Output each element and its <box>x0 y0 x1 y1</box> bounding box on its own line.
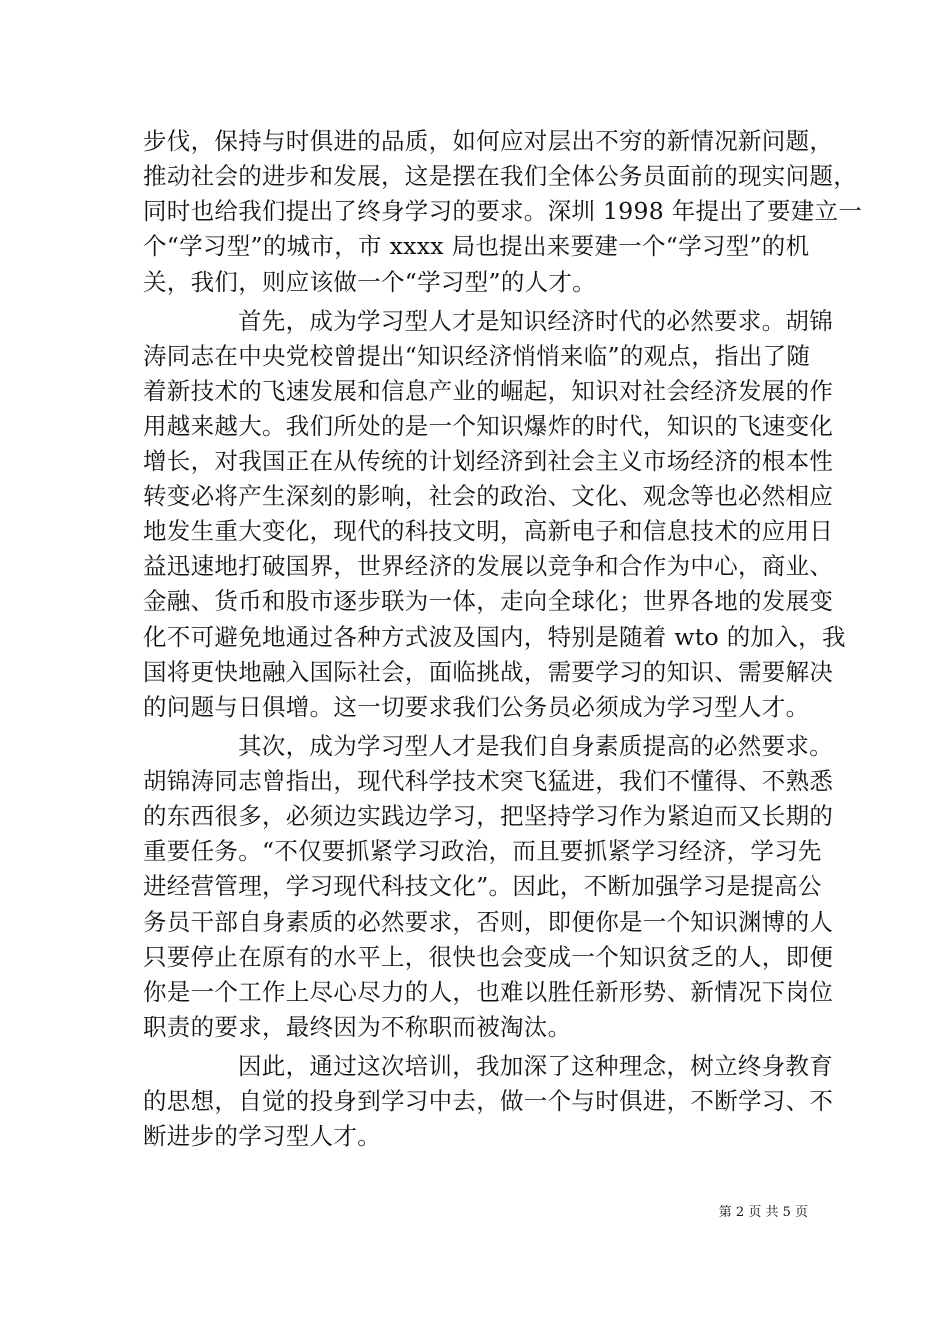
page-number-footer: 第 2 页 共 5 页 <box>718 1205 808 1220</box>
text-line: 的问题与日俱增。这一切要求我们公务员必须成为学习型人才。 <box>143 693 810 721</box>
text-line: 的东西很多，必须边实践边学习，把坚持学习作为紧迫而又长期的 <box>143 802 834 830</box>
text-line: 进经营管理，学习现代科技文化”。因此，不断加强学习是提高公 <box>143 872 822 900</box>
text-line: 着新技术的飞速发展和信息产业的崛起，知识对社会经济发展的作 <box>143 377 834 405</box>
text-line: 化不可避免地通过各种方式波及国内，特别是随着 wto 的加入，我 <box>143 623 846 651</box>
text-line: 你是一个工作上尽心尽力的人，也难以胜任新形势、新情况下岗位 <box>143 978 834 1006</box>
text-line: 国将更快地融入国际社会，面临挑战，需要学习的知识、需要解决 <box>143 658 834 686</box>
text-line: 务员干部自身素质的必然要求，否则，即便你是一个知识渊博的人 <box>143 908 834 936</box>
text-line: 涛同志在中央党校曾提出“知识经济悄悄来临”的观点，指出了随 <box>143 342 811 370</box>
text-line: 同时也给我们提出了终身学习的要求。深圳 1998 年提出了要建立一 <box>143 197 863 225</box>
text-line: 断进步的学习型人才。 <box>143 1122 381 1150</box>
text-line: 推动社会的进步和发展，这是摆在我们全体公务员面前的现实问题， <box>143 162 857 190</box>
text-line: 增长，对我国正在从传统的计划经济到社会主义市场经济的根本性 <box>143 447 834 475</box>
text-line: 只要停止在原有的水平上，很快也会变成一个知识贫乏的人，即便 <box>143 943 834 971</box>
text-line: 个“学习型”的城市，市 xxxx 局也提出来要建一个“学习型”的机 <box>143 232 810 260</box>
paragraph-first-line: 其次，成为学习型人才是我们自身素质提高的必然要求。 <box>238 732 833 760</box>
text-line: 关，我们，则应该做一个“学习型”的人才。 <box>143 268 597 296</box>
text-line: 地发生重大变化，现代的科技文明，高新电子和信息技术的应用日 <box>143 517 834 545</box>
paragraph-first-line: 首先，成为学习型人才是知识经济时代的必然要求。胡锦 <box>238 307 833 335</box>
text-line: 重要任务。“不仅要抓紧学习政治，而且要抓紧学习经济，学习先 <box>143 837 822 865</box>
text-line: 转变必将产生深刻的影响，社会的政治、文化、观念等也必然相应 <box>143 482 834 510</box>
text-line: 用越来越大。我们所处的是一个知识爆炸的时代，知识的飞速变化 <box>143 412 834 440</box>
text-line: 胡锦涛同志曾指出，现代科学技术突飞猛进，我们不懂得、不熟悉 <box>143 767 834 795</box>
text-line: 的思想，自觉的投身到学习中去，做一个与时俱进，不断学习、不 <box>143 1087 834 1115</box>
text-line: 金融、货币和股市逐步联为一体，走向全球化；世界各地的发展变 <box>143 587 834 615</box>
text-line: 职责的要求，最终因为不称职而被淘汰。 <box>143 1013 572 1041</box>
paragraph-first-line: 因此，通过这次培训，我加深了这种理念，树立终身教育 <box>238 1052 833 1080</box>
text-line: 益迅速地打破国界，世界经济的发展以竞争和合作为中心，商业、 <box>143 552 834 580</box>
text-line: 步伐，保持与时俱进的品质，如何应对层出不穷的新情况新问题， <box>143 127 834 155</box>
